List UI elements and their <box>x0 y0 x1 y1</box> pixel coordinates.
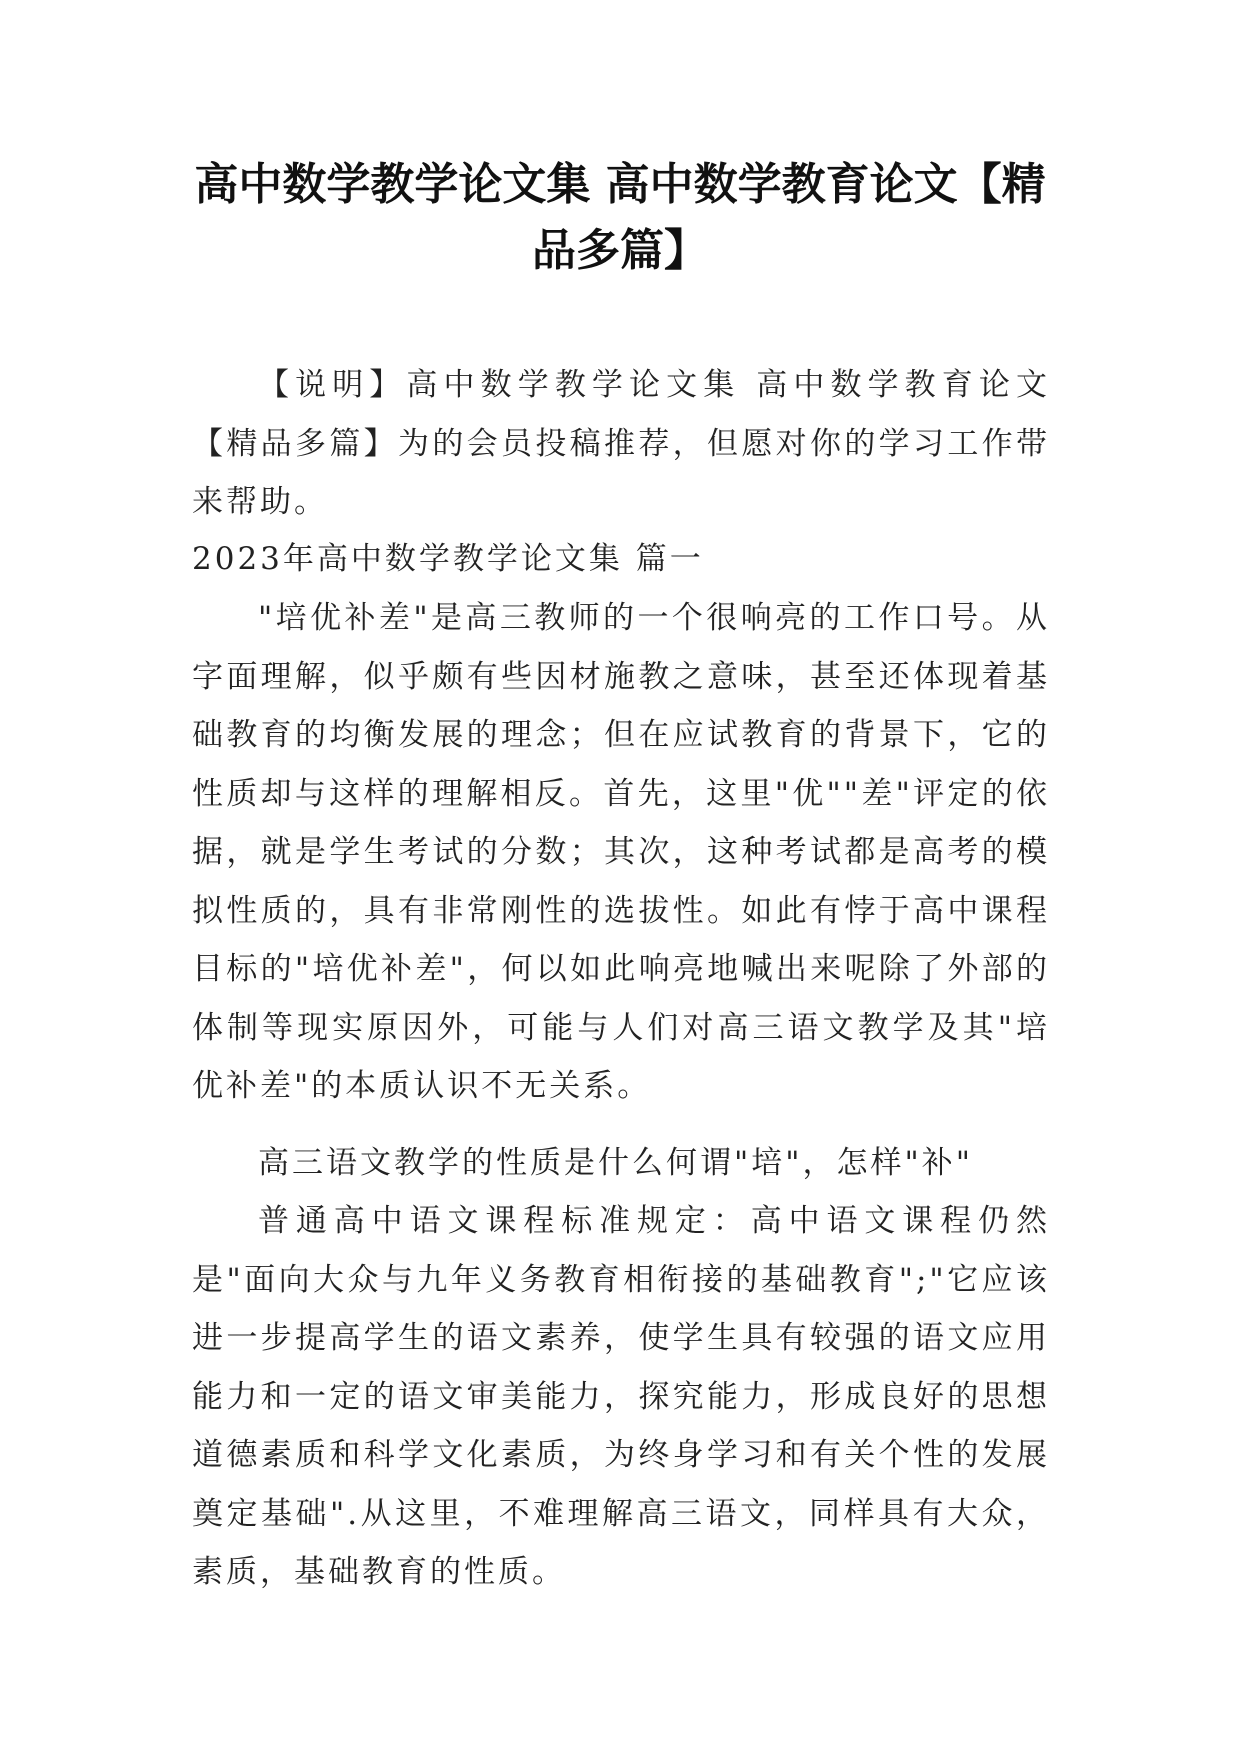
body-paragraph-2: 高三语文教学的性质是什么何谓"培"，怎样"补" <box>258 1145 974 1181</box>
body-paragraph-3: 普通高中语文课程标准规定：高中语文课程仍然是"面向大众与九年义务教育相衔接的基础教育";"它应该进一步提高学生的语文素养，使学生具有较强的语文应用能力和一定的语文审美能力，探究能力，形成良好的思想道德素质和科学文化素质，为终身学习和有关个性的发展奠定基础".从这里，不难理解高三语文，同样具有大众，素质，基础教育的性质。 <box>192 1203 1050 1590</box>
section-heading: 2023年高中数学教学论文集 篇一 <box>192 541 704 577</box>
document-title: 高中数学教学论文集 高中数学教育论文【精品多篇】 <box>194 159 1046 276</box>
body-paragraph-1: "培优补差"是高三教师的一个很响亮的工作口号。从字面理解，似乎颇有些因材施教之意味，甚至还体现着基础教育的均衡发展的理念；但在应试教育的背景下，它的性质却与这样的理解相反。首先，这里"优""差"评定的依据，就是学生考试的分数；其次，这种考试都是高考的模拟性质的，具有非常刚性的选拔性。如此有悖于高中课程目标的"培优补差"，何以如此响亮地喊出来呢除了外部的体制等现实原因外，可能与人们对高三语文教学及其"培优补差"的本质认识不无关系。 <box>192 600 1050 1104</box>
description-note: 【说明】高中数学教学论文集 高中数学教育论文【精品多篇】为的会员投稿推荐，但愿对你的学习工作带来帮助。 <box>192 367 1050 520</box>
